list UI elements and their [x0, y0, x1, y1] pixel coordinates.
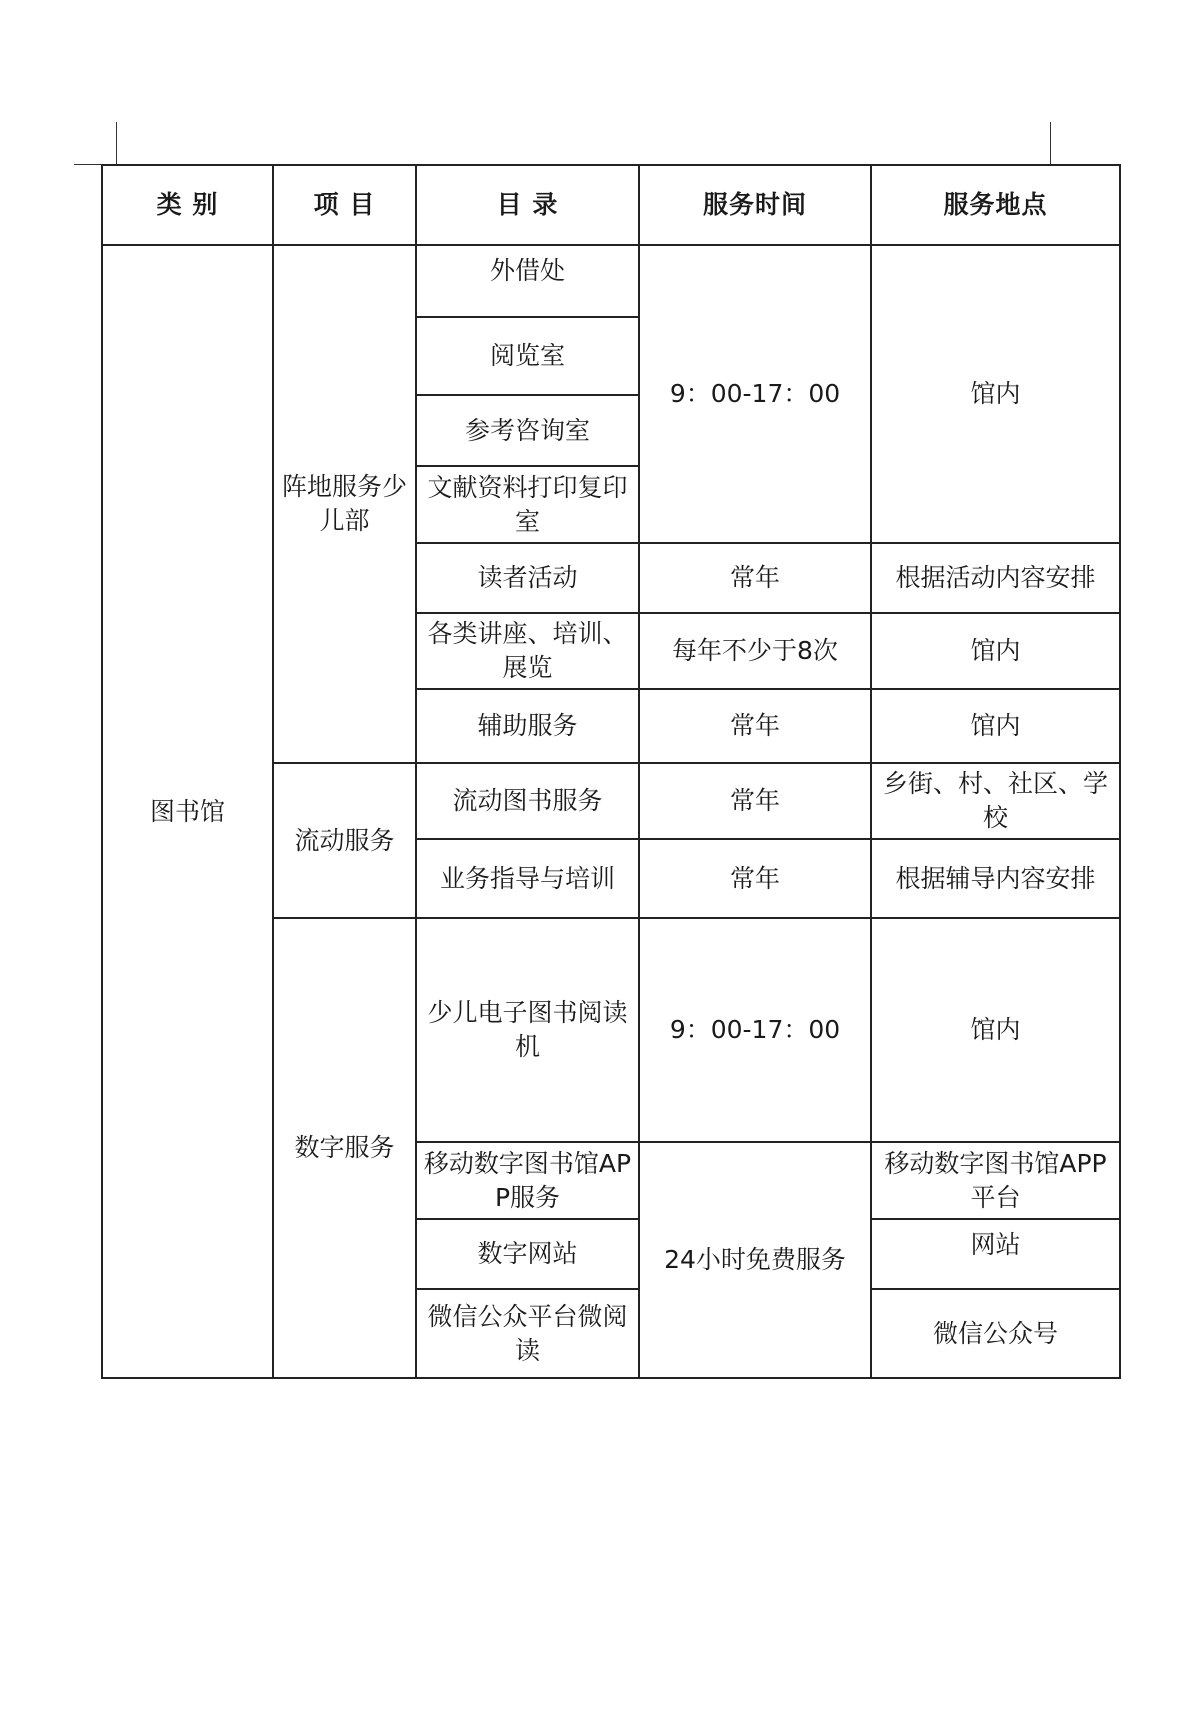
catalog-cell: 外借处: [416, 245, 639, 317]
time-cell: 常年: [639, 543, 871, 613]
place-cell: 馆内: [871, 613, 1120, 689]
time-cell: 每年不少于8次: [639, 613, 871, 689]
time-cell: 9：00-17：00: [639, 245, 871, 543]
catalog-cell: 辅助服务: [416, 689, 639, 763]
place-cell: 馆内: [871, 689, 1120, 763]
header-service-place: 服务地点: [871, 165, 1120, 245]
time-cell: 9：00-17：00: [639, 918, 871, 1142]
place-cell: 微信公众号: [871, 1289, 1120, 1378]
catalog-cell: 微信公众平台微阅读: [416, 1289, 639, 1378]
catalog-cell: 各类讲座、培训、展览: [416, 613, 639, 689]
catalog-cell: 移动数字图书馆APP服务: [416, 1142, 639, 1219]
header-category: 类 别: [102, 165, 273, 245]
service-table: [101, 164, 1121, 1379]
place-cell: 乡街、村、社区、学校: [871, 763, 1120, 839]
header-item: 项 目: [273, 165, 416, 245]
time-cell: 24小时免费服务: [639, 1142, 871, 1378]
place-cell: 根据辅导内容安排: [871, 839, 1120, 918]
crop-mark-left: [116, 122, 117, 164]
place-cell: 网站: [871, 1219, 1120, 1289]
category-cell: 图书馆: [102, 245, 273, 1378]
group-cell-positional: 阵地服务少儿部: [273, 245, 416, 763]
catalog-cell: 文献资料打印复印室: [416, 466, 639, 543]
crop-mark-right: [1050, 122, 1051, 164]
catalog-cell: 数字网站: [416, 1219, 639, 1289]
group-cell-mobile: 流动服务: [273, 763, 416, 918]
group-cell-digital: 数字服务: [273, 918, 416, 1378]
place-cell: 根据活动内容安排: [871, 543, 1120, 613]
header-catalog: 目 录: [416, 165, 639, 245]
catalog-cell: 读者活动: [416, 543, 639, 613]
table-row: [102, 245, 1120, 317]
place-cell: 馆内: [871, 245, 1120, 543]
catalog-cell: 阅览室: [416, 317, 639, 395]
place-cell: 馆内: [871, 918, 1120, 1142]
catalog-cell: 少儿电子图书阅读机: [416, 918, 639, 1142]
time-cell: 常年: [639, 839, 871, 918]
time-cell: 常年: [639, 763, 871, 839]
catalog-cell: 流动图书服务: [416, 763, 639, 839]
catalog-cell: 参考咨询室: [416, 395, 639, 466]
table-header-row: [102, 165, 1120, 245]
catalog-cell: 业务指导与培训: [416, 839, 639, 918]
place-cell: 移动数字图书馆APP平台: [871, 1142, 1120, 1219]
header-service-time: 服务时间: [639, 165, 871, 245]
time-cell: 常年: [639, 689, 871, 763]
crop-mark-top-left: [74, 164, 104, 165]
